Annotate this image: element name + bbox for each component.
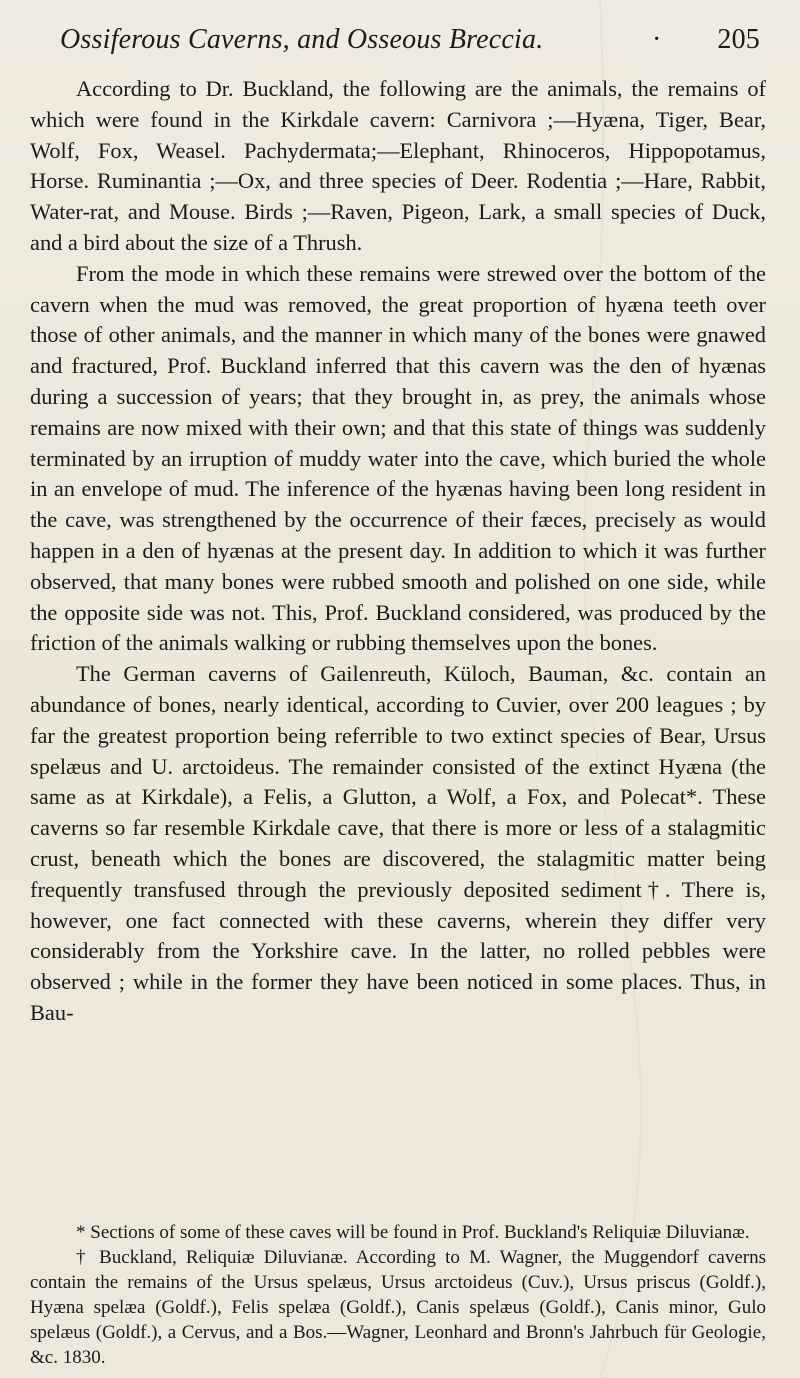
- running-header: [60, 24, 760, 64]
- running-title: Ossiferous Caverns, and Osseous Breccia.: [60, 24, 544, 55]
- footnote: * Sections of some of these caves will be found in Prof. Buckland's Reliquiæ Diluvianæ.: [76, 1222, 750, 1243]
- main-text: [30, 74, 766, 1029]
- page-number: 205: [717, 24, 760, 55]
- header-separator: ·: [652, 24, 662, 55]
- paragraph: According to Dr. Buckland, the following are the animals, the remains of which were found in the Kirkdale cavern: Carnivora ;—Hyæna, Tiger, Bear, Wolf, Fox, Weasel. Pachydermata;—Elephant, Rhinoceros, Hippopotamus, Horse. Ruminantia ;—Ox, and three species of Deer. Rodentia ;—Hare, Rabbit, Water-rat, and Mouse. Birds ;—Raven, Pigeon, Lark, a small species of Duck, and a bird about the size of a Thrush.: [30, 76, 766, 255]
- paragraph: The German caverns of Gailenreuth, Küloch, Bauman, &c. contain an abundance of bones, nearly identical, according to Cuvier, over 200 leagues ; by far the greatest proportion being referrible to two extinct species of Bear, Ursus spelæus and U. arctoideus. The remainder consisted of the extinct Hyæna (the same as at Kirkdale), a Felis, a Glutton, a Wolf, a Fox, and Polecat*. These caverns so far resemble Kirkdale cave, that there is more or less of a stalagmitic crust, beneath which the bones are discovered, the stalagmitic matter being frequently transfused through the previously deposited sediment†. There is, however, one fact connected with these caverns, wherein they differ very considerably from the Yorkshire cave. In the latter, no rolled pebbles were observed ; while in the former they have been noticed in some places. Thus, in Bau-: [30, 661, 766, 1025]
- paragraph: From the mode in which these remains were strewed over the bottom of the cavern when the mud was removed, the great proportion of hyæna teeth over those of other animals, and the manner in which many of the bones were gnawed and fractured, Prof. Buckland inferred that this cavern was the den of hyænas during a succession of years; that they brought in, as prey, the animals whose remains are now mixed with their own; and that this state of things was suddenly terminated by an irruption of muddy water into the cave, which buried the whole in an envelope of mud. The inference of the hyænas having been long resident in the cave, was strengthened by the occurrence of their fæces, precisely as would happen in a den of hyænas at the present day. In addition to which it was further observed, that many bones were rubbed smooth and polished on one side, while the opposite side was not. This, Prof. Buckland considered, was produced by the friction of the animals walking or rubbing themselves upon the bones.: [30, 260, 766, 656]
- footnote: † Buckland, Reliquiæ Diluvianæ. According to M. Wagner, the Muggendorf caverns contain the remains of the Ursus spelæus, Ursus arctoideus (Cuv.), Ursus priscus (Goldf.), Hyæna spelæa (Goldf.), Felis spelæa (Goldf.), Canis spelæus (Goldf.), Canis minor, Gulo spelæus (Goldf.), a Cervus, and a Bos.—Wagner, Leonhard and Bronn's Jahrbuch für Geologie, &c. 1830.: [30, 1247, 766, 1368]
- footnotes: [30, 1220, 766, 1370]
